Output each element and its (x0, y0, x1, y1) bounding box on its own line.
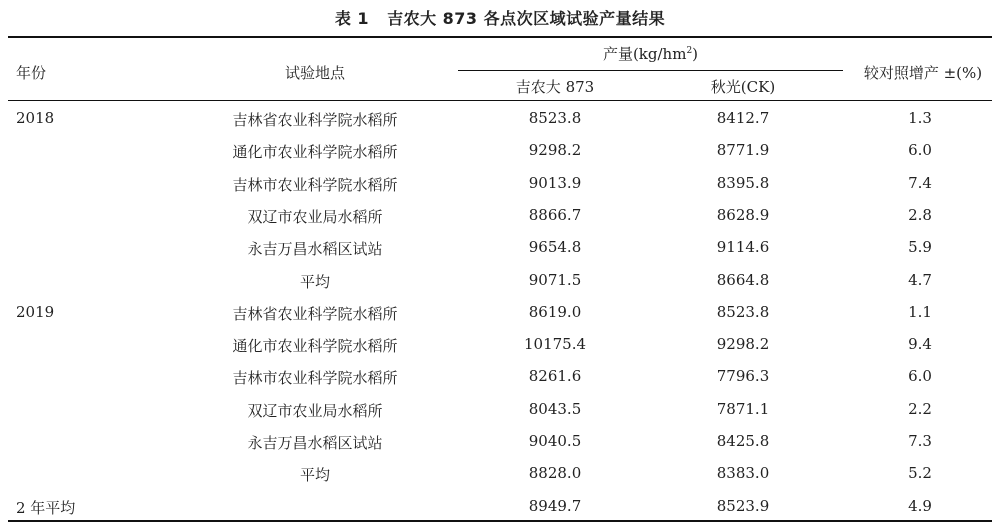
bottom-rule (8, 520, 992, 522)
row-yield-variety1: 8949.7 (528, 497, 582, 515)
row-site: 通化市农业科学院水稻所 (232, 143, 398, 161)
row-yield-variety1: 8828.0 (528, 464, 582, 482)
row-increase: 4.7 (908, 271, 932, 289)
header-sub-rule (458, 70, 843, 71)
row-yield-variety2: 7796.3 (716, 367, 770, 385)
row-site: 双辽市农业局水稻所 (247, 402, 383, 420)
row-site: 双辽市农业局水稻所 (247, 208, 383, 226)
header-increase: 较对照增产 ±(%) (863, 64, 983, 82)
header-variety2: 秋光(CK) (710, 78, 776, 96)
row-increase: 2.2 (908, 400, 932, 418)
row-site: 吉林市农业科学院水稻所 (232, 369, 398, 387)
header-site: 试验地点 (284, 64, 345, 82)
top-rule (8, 36, 992, 38)
header-yield-group (458, 43, 843, 64)
row-site: 永吉万昌水稻区试站 (247, 240, 383, 258)
row-year: 2019 (16, 303, 55, 321)
row-site: 吉林市农业科学院水稻所 (232, 176, 398, 194)
row-yield-variety1: 9071.5 (528, 271, 582, 289)
row-site: 吉林省农业科学院水稻所 (232, 305, 398, 323)
row-increase: 7.4 (908, 174, 932, 192)
row-yield-variety2: 8664.8 (716, 271, 770, 289)
table-caption (0, 6, 1000, 29)
row-yield-variety2: 8523.8 (716, 303, 770, 321)
yield-unit-pre: 产量(kg/hm (602, 45, 687, 63)
header-bottom-rule (8, 100, 992, 101)
row-site: 吉林省农业科学院水稻所 (232, 111, 398, 129)
row-yield-variety1: 10175.4 (523, 335, 587, 353)
yield-unit-sup: 2 (686, 46, 693, 56)
row-increase: 6.0 (908, 141, 932, 159)
row-increase: 6.0 (908, 367, 932, 385)
row-yield-variety2: 9298.2 (716, 335, 770, 353)
row-yield-variety2: 7871.1 (716, 400, 770, 418)
row-increase: 9.4 (908, 335, 932, 353)
caption-title: 吉农大 873 各点次区域试验产量结果 (387, 9, 666, 28)
row-yield-variety1: 8619.0 (528, 303, 582, 321)
row-yield-variety2: 8395.8 (716, 174, 770, 192)
row-yield-variety1: 8043.5 (528, 400, 582, 418)
yield-unit-post: ) (692, 45, 699, 63)
row-increase: 4.9 (908, 497, 932, 515)
row-yield-variety1: 9298.2 (528, 141, 582, 159)
row-yield-variety2: 8412.7 (716, 109, 770, 127)
row-yield-variety2: 8771.9 (716, 141, 770, 159)
row-increase: 1.1 (908, 303, 932, 321)
row-increase: 5.2 (908, 464, 932, 482)
row-year: 2018 (16, 109, 55, 127)
header-year: 年份 (16, 64, 47, 82)
row-yield-variety1: 8523.8 (528, 109, 582, 127)
row-increase: 5.9 (908, 238, 932, 256)
row-increase: 2.8 (908, 206, 932, 224)
row-yield-variety1: 9040.5 (528, 432, 582, 450)
row-yield-variety2: 8628.9 (716, 206, 770, 224)
row-year: 2 年平均 (16, 499, 76, 517)
caption-label: 表 1 (334, 9, 370, 28)
row-site: 平均 (299, 273, 330, 291)
row-increase: 1.3 (908, 109, 932, 127)
row-yield-variety1: 8866.7 (528, 206, 582, 224)
row-yield-variety2: 8383.0 (716, 464, 770, 482)
row-yield-variety2: 8523.9 (716, 497, 770, 515)
row-site: 平均 (299, 466, 330, 484)
row-yield-variety1: 9654.8 (528, 238, 582, 256)
row-increase: 7.3 (908, 432, 932, 450)
row-site: 永吉万昌水稻区试站 (247, 434, 383, 452)
row-yield-variety2: 9114.6 (716, 238, 770, 256)
header-variety1: 吉农大 873 (515, 78, 595, 96)
row-yield-variety1: 9013.9 (528, 174, 582, 192)
row-site: 通化市农业科学院水稻所 (232, 337, 398, 355)
row-yield-variety2: 8425.8 (716, 432, 770, 450)
row-yield-variety1: 8261.6 (528, 367, 582, 385)
